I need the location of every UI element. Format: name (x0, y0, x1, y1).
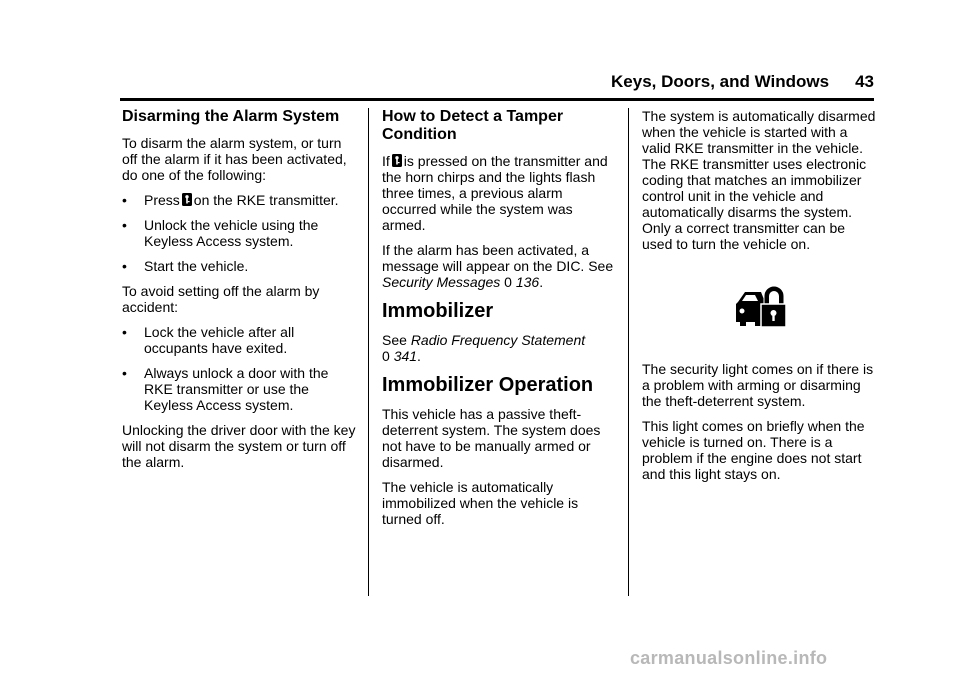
avoid-list (122, 324, 358, 413)
unlock-button-icon (392, 154, 402, 167)
list-item (122, 192, 358, 208)
bullet: • (122, 192, 127, 208)
column-1 (122, 108, 358, 479)
bullet: • (122, 324, 127, 340)
page-ref-arrow: 0 (382, 348, 390, 364)
avoid-intro: To avoid setting off the alarm by accident: (122, 283, 320, 315)
radio-frequency-link[interactable]: Radio Frequency Statement (410, 332, 586, 348)
security-messages-link[interactable]: Security Messages (382, 274, 501, 290)
security-page-ref[interactable]: 136 (515, 274, 540, 290)
paragraph-text: is pressed on the transmitter and the horn chirps and the lights flash three times, a previous alarm occurred while the system was armed. (382, 153, 608, 233)
list-item-text: on the RKE transmitter. (193, 192, 339, 208)
security-light-paragraph: The security light comes on if there is a problem with arming or disarming the theft-deterrent system. (642, 361, 874, 409)
watermark: carmanualsonline.info (630, 648, 828, 668)
disarming-heading: Disarming the Alarm System (122, 108, 340, 125)
period: . (417, 348, 421, 364)
header-rule (120, 98, 874, 101)
disarm-list (122, 192, 358, 274)
immobilizer-operation-heading: Immobilizer Operation (382, 374, 594, 396)
list-item (122, 258, 358, 274)
bullet: • (122, 217, 127, 233)
list-item-text: Press (144, 192, 180, 208)
radio-ref-paragraph (382, 332, 618, 364)
column-2 (382, 108, 618, 536)
list-item-text: Unlock the vehicle using the Keyless Access system. (144, 217, 319, 249)
disarm-paragraph: The system is automatically disarmed when the vehicle is started with a valid RKE transmitter in the vehicle. The RKE transmitter uses electronic coding that matches an immobilizer control unit in the vehicle and automatically disarms the system. Only a correct transmitter can be used to turn the vehicle on. (642, 108, 876, 252)
security-light-illustration (642, 282, 878, 335)
column-divider-2 (628, 108, 629, 596)
see-label: See (588, 258, 614, 274)
list-item (122, 324, 358, 356)
list-item (122, 365, 358, 413)
immobilizer-heading: Immobilizer (382, 300, 494, 322)
radio-page-ref[interactable]: 341 (393, 348, 418, 364)
period: . (539, 274, 544, 290)
disarm-intro: To disarm the alarm system, or turn off the alarm if it has been activated, do one of the following: (122, 135, 347, 183)
page-number: 43 (855, 72, 874, 91)
security-light-icon (734, 282, 786, 332)
bullet: • (122, 258, 127, 274)
page-ref-arrow: 0 (504, 274, 512, 290)
list-item (122, 217, 358, 249)
list-item-text: Lock the vehicle after all occupants have exited. (144, 324, 295, 356)
dic-paragraph (382, 242, 618, 290)
bullet: • (122, 365, 127, 381)
tamper-paragraph (382, 153, 618, 233)
column-divider-1 (368, 108, 369, 596)
operation-paragraph-2: The vehicle is automatically immobilized when the vehicle is turned off. (382, 479, 579, 527)
page-header (611, 72, 874, 92)
security-light-brief-paragraph: This light comes on briefly when the vehicle is turned on. There is a problem if the engine does not start and this light stays on. (642, 418, 865, 482)
see-label: See (382, 332, 407, 348)
list-item-text: Start the vehicle. (144, 258, 249, 274)
paragraph-text: If (382, 153, 390, 169)
paragraph-text: If the alarm has been activated, a message will appear on the DIC. (382, 242, 590, 274)
section-title: Keys, Doors, and Windows (611, 72, 830, 91)
unlock-button-icon (182, 193, 192, 206)
list-item-text: Always unlock a door with the RKE transmitter or use the Keyless Access system. (144, 365, 329, 413)
tamper-heading: How to Detect a Tamper Condition (382, 108, 564, 143)
closing-paragraph: Unlocking the driver door with the key will not disarm the system or turn off the alarm. (122, 422, 356, 470)
column-3 (642, 108, 878, 491)
operation-paragraph-1: This vehicle has a passive theft-deterrent system. The system does not have to be manually armed or disarmed. (382, 406, 601, 470)
